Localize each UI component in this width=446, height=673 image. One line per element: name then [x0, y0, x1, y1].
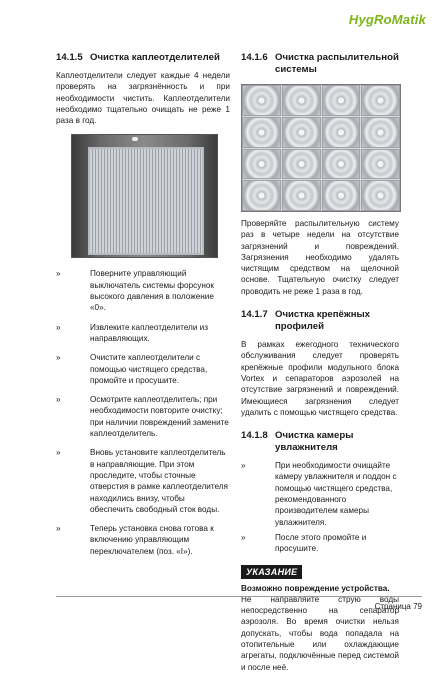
bullet-text: Вновь установите каплеотделитель в направляющие. При этом проследите, чтобы сточные отверстия в рамке каплеотделителя находились внизу, чтобы обеспечить свободный сток воды.: [90, 448, 228, 514]
footer-divider: [56, 596, 422, 597]
droplet-separator-photo: [71, 134, 218, 258]
section-number: 14.1.7: [241, 309, 268, 321]
list-item: [56, 268, 230, 313]
fan-element: [242, 180, 281, 211]
bullet-mark: »: [56, 448, 61, 458]
left-column: [56, 52, 230, 565]
fan-element: [242, 149, 281, 180]
spray-nozzle-grid-photo: [241, 84, 401, 212]
list-item: [56, 322, 230, 345]
logo-part-hygro: HygRo: [348, 12, 392, 27]
ceiling-light: [132, 137, 138, 141]
section-body: В рамках ежегодного технического обслуживания следует проверять крепёжные профили модульного блока Vortex и сепараторов аэрозолей на отсутствие загрязнений и повреждений. Имеющиеся загрязнения следует удалить с помощью чистящего средства.: [241, 340, 399, 417]
notice-body: Не направляйте струю воды непосредственно на сепаратор аэрозоля. Во время очистки нельзя допускать, чтобы вода попадала на отопительные или охлаждающие агрегаты, подключённые перед системой и после неё.: [241, 594, 399, 672]
section-number: 14.1.6: [241, 52, 268, 63]
bullet-mark: »: [241, 532, 246, 542]
bullet-text: После этого промойте и просушите.: [275, 532, 367, 554]
fan-element: [242, 117, 281, 148]
instruction-list: [241, 460, 399, 554]
section-heading-spray-system: [241, 52, 399, 76]
bullet-text: Поверните управляющий выключатель системы форсунок высокого давления в положение «0».: [90, 269, 214, 313]
list-item: [241, 460, 399, 528]
fan-element: [361, 117, 400, 148]
section-title: Очистка распылительной системы: [275, 52, 399, 75]
list-item: [56, 394, 230, 439]
bullet-mark: »: [56, 353, 61, 363]
fan-element: [282, 85, 321, 116]
logo-part-matik: Matik: [391, 12, 426, 27]
bullet-mark: »: [56, 395, 61, 405]
bullet-text: При необходимости очищайте камеру увлажнителя и поддон с помощью чистящего средства, рекомендованного производителем камеры увлажнителя.: [275, 461, 397, 527]
section-humidifier-chamber: [241, 430, 399, 554]
fan-element: [322, 149, 361, 180]
list-item: [56, 447, 230, 515]
brand-logo: [349, 12, 426, 27]
fan-element: [322, 180, 361, 211]
bullet-text: Очистите каплеотделители с помощью чистящего средства, промойте и просушите.: [90, 353, 208, 385]
bullet-mark: »: [56, 322, 61, 332]
fan-element: [282, 180, 321, 211]
fan-element: [282, 117, 321, 148]
separator-mesh: [88, 147, 204, 255]
section-title: Очистка каплеотделителей: [90, 52, 220, 63]
list-item: [56, 523, 230, 557]
fan-element: [361, 180, 400, 211]
page-number: Страница 79: [374, 602, 422, 611]
fan-element: [361, 149, 400, 180]
section-title: Очистка камеры увлажнителя: [275, 430, 354, 454]
section-heading: [241, 309, 399, 333]
bullet-text: Извлеките каплеотделители из направляющих.: [90, 322, 209, 343]
fan-element: [322, 85, 361, 116]
fan-element: [282, 149, 321, 180]
section-number: 14.1.8: [241, 430, 268, 442]
bullet-mark: »: [56, 524, 61, 534]
bullet-text: Осмотрите каплеотделитель; при необходимости повторите очистку; при наличии повреждений замените каплеотделитель.: [90, 395, 229, 439]
fan-element: [322, 117, 361, 148]
list-item: [56, 352, 230, 386]
fan-element: [242, 85, 281, 116]
bullet-text: Теперь установка снова готова к включению управляющим переключателем (поз. «I»).: [90, 524, 214, 556]
notice-label: УКАЗАНИЕ: [241, 565, 302, 579]
notice-title: Возможно повреждение устройства.: [241, 583, 390, 593]
section-heading-droplet-separators: [56, 52, 230, 64]
bullet-mark: »: [56, 269, 61, 279]
section-fixing-profiles: [241, 309, 399, 418]
section-body: Проверяйте распылительную систему раз в четыре недели на отсутствие загрязнений и повреждений. Загрязнения необходимо удалять чистящим средством на щелочной основе. Тщательную очистку следует проводить не реже 1 раза в год.: [241, 219, 399, 296]
section-heading: [241, 430, 399, 454]
instruction-list: [56, 268, 230, 557]
section-intro: Каплеотделители следует каждые 4 недели проверять на загрязнённость и при необходимости чистить. Каплеотделители необходимо тщательно очищать не реже 1 раза в год.: [56, 71, 230, 126]
list-item: [241, 532, 399, 555]
bullet-mark: »: [241, 461, 246, 471]
fan-element: [361, 85, 400, 116]
section-number: 14.1.5: [56, 52, 83, 63]
right-column: [241, 52, 399, 673]
section-title: Очистка крепёжных профилей: [275, 309, 371, 333]
